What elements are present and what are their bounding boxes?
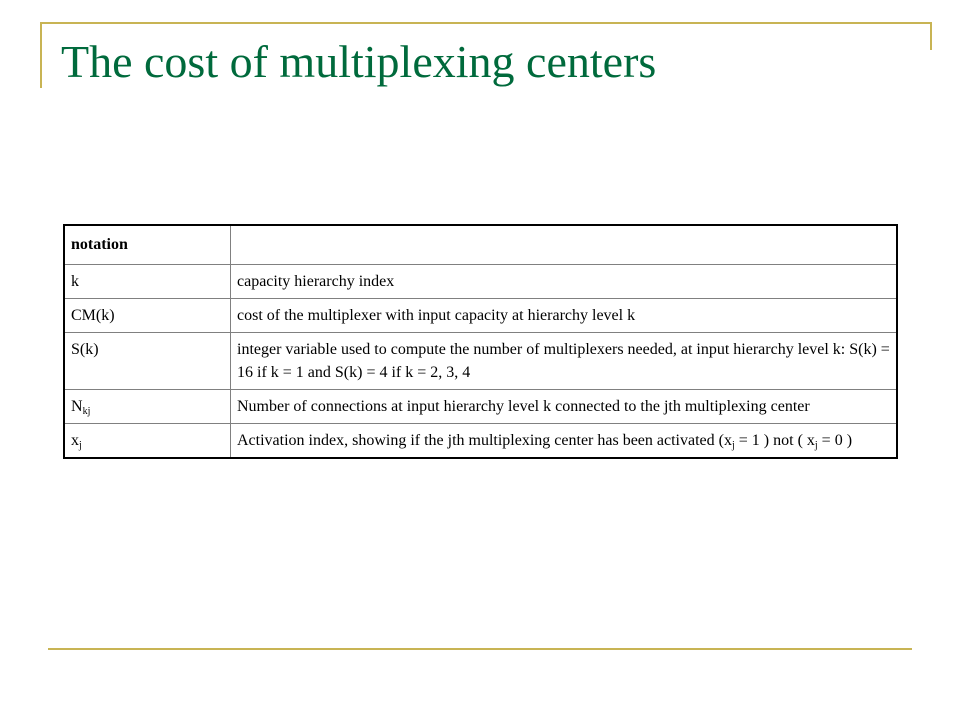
row-symbol: S(k) xyxy=(64,333,231,390)
symbol-subscript: kj xyxy=(82,406,91,417)
description-subscript: j xyxy=(814,440,818,451)
table-header-row xyxy=(64,225,897,265)
row-description: integer variable used to compute the number of multiplexers needed, at input hierarchy level k: S(k) = 16 if k = 1 and S(k) = 4 if k = 2, 3, 4 xyxy=(231,333,898,390)
description-part: = 0 ) xyxy=(817,432,853,449)
table-row xyxy=(64,390,897,424)
slide-title: The cost of multiplexing centers xyxy=(61,36,657,87)
row-description: cost of the multiplexer with input capacity at hierarchy level k xyxy=(231,299,898,333)
frame-bottom-line xyxy=(48,648,912,650)
frame-top-line xyxy=(40,22,932,24)
symbol-base: x xyxy=(71,432,79,449)
header-empty xyxy=(231,225,898,265)
symbol-base: N xyxy=(71,398,83,415)
table-row xyxy=(64,265,897,299)
row-symbol xyxy=(64,424,231,459)
row-description: capacity hierarchy index xyxy=(231,265,898,299)
table-row xyxy=(64,333,897,390)
frame-right-line xyxy=(930,22,932,50)
header-notation: notation xyxy=(64,225,231,265)
table-row xyxy=(64,299,897,333)
frame-left-line xyxy=(40,22,42,88)
row-description xyxy=(231,424,898,459)
notation-table xyxy=(63,224,898,459)
row-symbol: k xyxy=(64,265,231,299)
row-symbol: CM(k) xyxy=(64,299,231,333)
symbol-subscript: j xyxy=(79,440,82,451)
description-part: = 1 ) not ( x xyxy=(734,432,815,449)
description-part: Activation index, showing if the jth multiplexing center has been activated (x xyxy=(237,432,732,449)
row-description: Number of connections at input hierarchy level k connected to the jth multiplexing center xyxy=(231,390,898,424)
description-subscript: j xyxy=(731,440,735,451)
table-row xyxy=(64,424,897,459)
row-symbol xyxy=(64,390,231,424)
